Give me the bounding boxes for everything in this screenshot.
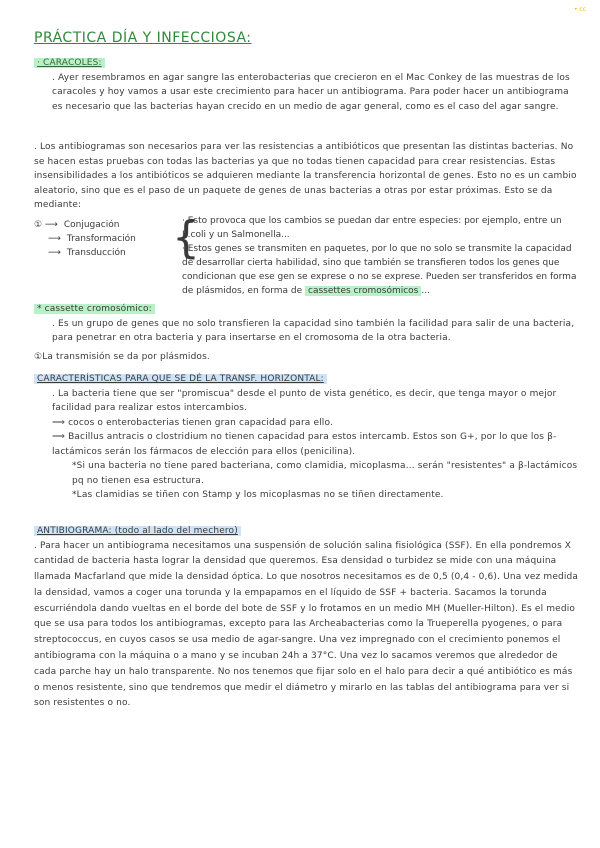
caracteristicas-section — [34, 372, 580, 503]
cassette-text: . Es un grupo de genes que no solo transfieren la capacidad sino también la facilidad para salir de una bacteria, para penetrar en otra bacteria y para insertarse en el cromosoma de la otra bacteria. — [52, 318, 575, 343]
mechanism-note-2 — [182, 242, 580, 298]
mechanism-marker: ① ⟶ — [34, 220, 58, 230]
caracteristicas-bullet-2: ⟹ Bacillus antracis o clostridium no tienen capacidad para estos intercamb. Estos son G+, por lo que los β-lactámicos serán los fármacos de elección para ellos (penicilina). — [52, 432, 557, 457]
mechanism-item-transduccion — [34, 246, 174, 260]
mechanism-marker: ⟶ — [48, 248, 61, 258]
mechanism-list — [34, 218, 174, 260]
plasmid-note: ①La transmisión se da por plásmidos. — [34, 352, 210, 362]
caracteristicas-intro: . La bacteria tiene que ser "promiscua" desde el punto de vista genético, es decir, que tenga mayor o mejor facilidad para realizar estos intercambios. — [52, 388, 557, 413]
caracoles-section — [34, 56, 580, 114]
mechanism-marker: ⟶ — [48, 234, 61, 244]
caracteristicas-bullet-3: *Si una bacteria no tiene pared bacteriana, como clamidia, micoplasma... serán "resistentes" a β-lactámicos pq no tienen esa estructura. — [72, 461, 578, 486]
antibiograma-section — [34, 524, 580, 712]
caracoles-paragraph-1: . Ayer resembramos en agar sangre las enterobacterias que crecieron en el Mac Conkey de las muestras de los caracoles y hoy vamos a usar este crecimiento para hacer un antibiograma. Para poder hacer un antibiograma es necesario que las bacterias hayan crecido en un medio de agar general, como es el caso del agar sangre. — [52, 72, 570, 112]
antibiograma-heading: ANTIBIOGRAMA: (todo al lado del mechero) — [34, 526, 241, 536]
caracteristicas-bullet-1: ⟹ cocos o enterobacterias tienen gran capacidad para ello. — [52, 417, 333, 428]
caracteristicas-heading: CARACTERÍSTICAS PARA QUE SE DÉ LA TRANSF. HORIZONTAL: — [34, 374, 327, 384]
mechanism-notes — [182, 214, 580, 298]
cassette-highlight: cassettes cromosómicos — [305, 286, 421, 296]
mechanism-note-1: · Esto provoca que los cambios se puedan dar entre especies: por ejemplo, entre un E.coli y un Salmonella... — [182, 216, 562, 240]
mechanism-label: Transformación — [66, 234, 136, 244]
caracteristicas-bullet-4: *Las clamidias se tiñen con Stamp y los micoplasmas no se tiñen directamente. — [72, 490, 444, 500]
page-title: PRÁCTICA DÍA Y INFECCIOSA: — [34, 30, 252, 46]
mechanism-label: Conjugación — [63, 220, 120, 230]
brace-icon: { — [172, 212, 200, 263]
cassette-section — [34, 302, 580, 346]
corner-mark: • cc — [573, 6, 586, 13]
antibiograma-text: . Para hacer un antibiograma necesitamos una suspensión de solución salina fisiológica (SSF). En ella pondremos X cantidad de bacteria hasta lograr la densidad que queremos. Esa densidad o turbidez se mide con una máquina llamada Macfarland que mide la densidad óptica. Lo que nosotros necesitamos es de 0,5 (0,4 - 0,6). Una vez medida la densidad, vamos a coger una torunda y la empapamos en el líquido de SSF + bacteria. Sacamos la torunda escurriéndola dando vueltas en el borde del bote de SSF y lo frotamos en un medio MH (Mueller-Hilton). Es el medio que se usa para todos los antibiogramas, excepto para las Archeabacterias como la Trueperella pyogenes, o para streptococcus, en cuyos casos se usa medio de agar-sangre. Una vez impregnado con el crecimiento ponemos el antibiograma con la máquina o a mano y se incuban 24h a 37°C. Una vez lo sacamos veremos que alrededor de cada parche hay un halo transparente. No nos tenemos que fijar solo en el halo para decir a qué antibiótico es más o menos resistente, sino que tendremos que medir el diámetro y mirarlo en las tablas del antibiograma para ver si son resistentes o no. — [34, 540, 579, 709]
mechanism-item-transformacion — [34, 232, 174, 246]
cassette-heading: * cassette cromosómico: — [34, 304, 155, 314]
mechanism-label: Transducción — [66, 248, 126, 258]
caracoles-paragraph-2: . Los antibiogramas son necesarios para ver las resistencias a antibióticos que presentan las distintas bacterias. No se hacen estas pruebas con todas las bacterias ya que no todas tienen capacidad para crear resistencias. Estas insensibilidades a los antibióticos se adquieren mediante la transferencia horizontal de genes. Esto no es un cambio aleatorio, sino que es el paso de un paquete de genes de unas bacterias a otras por estar próximas. Esto se da mediante: — [34, 142, 577, 210]
mechanism-note-2-tail: ... — [421, 286, 430, 296]
mechanism-note-2-text: · Estos genes se transmiten en paquetes, por lo que no solo se transmite la capacidad de desarrollar cierta habilidad, sino que también se transfieren todos los genes que condicionan que ese gen se exprese o no se exprese. Pueden ser transferidos en forma de plásmidos, en forma de — [182, 244, 577, 296]
mechanism-item-conjugacion — [34, 218, 174, 232]
caracoles-heading: · CARACOLES: — [34, 58, 105, 68]
